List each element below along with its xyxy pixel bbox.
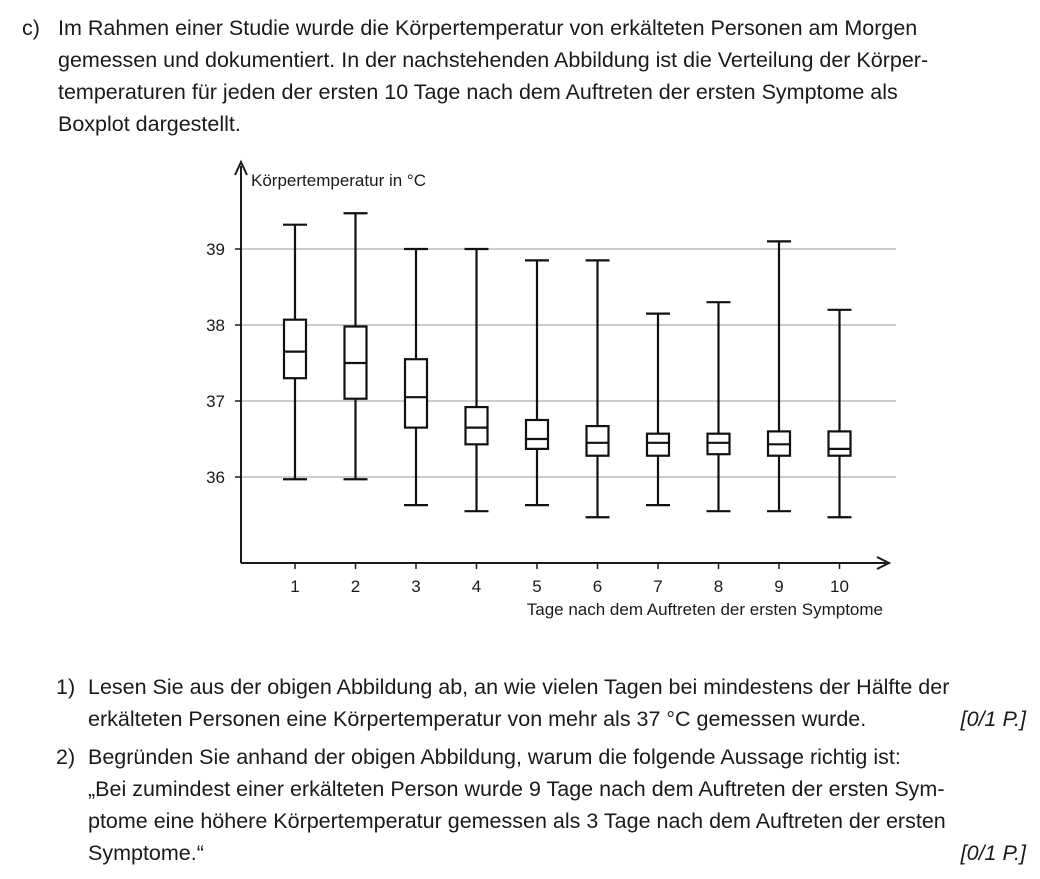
boxplot-day-4 [465, 249, 489, 511]
x-tick-label: 6 [592, 577, 603, 596]
boxplot-day-9 [767, 241, 791, 511]
box-iqr [405, 359, 427, 427]
y-tick-label: 37 [206, 392, 225, 411]
intro-line: temperaturen für jeden der ersten 10 Tage nach dem Auftreten der ersten Symptome als [58, 80, 898, 104]
box-iqr [829, 431, 851, 455]
x-tick-labels [290, 563, 849, 596]
x-axis-label: Tage nach dem Auftreten der ersten Symptome [526, 600, 883, 619]
y-tick-label: 36 [206, 468, 225, 487]
x-tick-label: 8 [713, 577, 724, 596]
boxplot-day-10 [828, 310, 852, 517]
x-tick-label: 7 [653, 577, 663, 596]
y-tick-label: 38 [206, 316, 225, 335]
task-line: Lesen Sie aus der obigen Abbildung ab, an wie vielen Tagen bei mindestens der Hälfte der [88, 675, 950, 699]
task-number: 2) [56, 745, 76, 769]
intro-line: Boxplot dargestellt. [58, 112, 241, 136]
task-line: Begründen Sie anhand der obigen Abbildung, warum die folgende Aussage richtig ist: [88, 745, 901, 769]
task-line: Symptome.“ [88, 841, 204, 865]
y-axis-label: Körpertemperatur in °C [251, 171, 426, 190]
boxes [283, 213, 852, 517]
task-line: ptome eine höhere Körpertemperatur gemessen als 3 Tage nach dem Auftreten der ersten [88, 809, 946, 833]
subtask-label: c) [22, 16, 40, 40]
task-line: „Bei zumindest einer erkälteten Person wurde 9 Tage nach dem Auftreten der ersten Sym- [88, 777, 945, 801]
boxplot-day-6 [586, 260, 610, 517]
box-iqr [708, 434, 730, 455]
y-tick-label: 39 [206, 240, 225, 259]
points-label: [0/1 P.] [960, 841, 1026, 865]
intro-line: Im Rahmen einer Studie wurde die Körpertemperatur von erkälteten Personen am Morgen [58, 16, 918, 40]
boxplot-day-5 [525, 260, 549, 505]
task-line: erkälteten Personen eine Körpertemperatur von mehr als 37 °C gemessen wurde. [88, 707, 867, 731]
points-label: [0/1 P.] [960, 707, 1026, 731]
x-tick-label: 5 [532, 577, 542, 596]
box-iqr [466, 407, 488, 444]
x-tick-label: 2 [350, 577, 361, 596]
boxplot-day-7 [646, 314, 670, 506]
boxplot-day-8 [707, 302, 731, 511]
x-tick-label: 9 [774, 577, 784, 596]
gridlines [235, 249, 896, 477]
box-iqr [587, 426, 609, 456]
x-tick-label: 4 [471, 577, 482, 596]
box-iqr [284, 320, 306, 379]
intro-line: gemessen und dokumentiert. In der nachstehenden Abbildung ist die Verteilung der Körper- [58, 48, 929, 72]
x-tick-label: 3 [411, 577, 421, 596]
boxplot-day-2 [344, 213, 368, 479]
x-tick-label: 10 [830, 577, 849, 596]
boxplot-day-3 [404, 249, 428, 505]
x-tick-label: 1 [290, 577, 300, 596]
box-iqr [526, 420, 548, 449]
box-iqr [647, 434, 669, 456]
x-axis [241, 557, 889, 619]
task-number: 1) [56, 675, 76, 699]
y-tick-labels [206, 240, 225, 487]
boxplot-day-1 [283, 225, 307, 480]
y-axis [235, 162, 426, 563]
